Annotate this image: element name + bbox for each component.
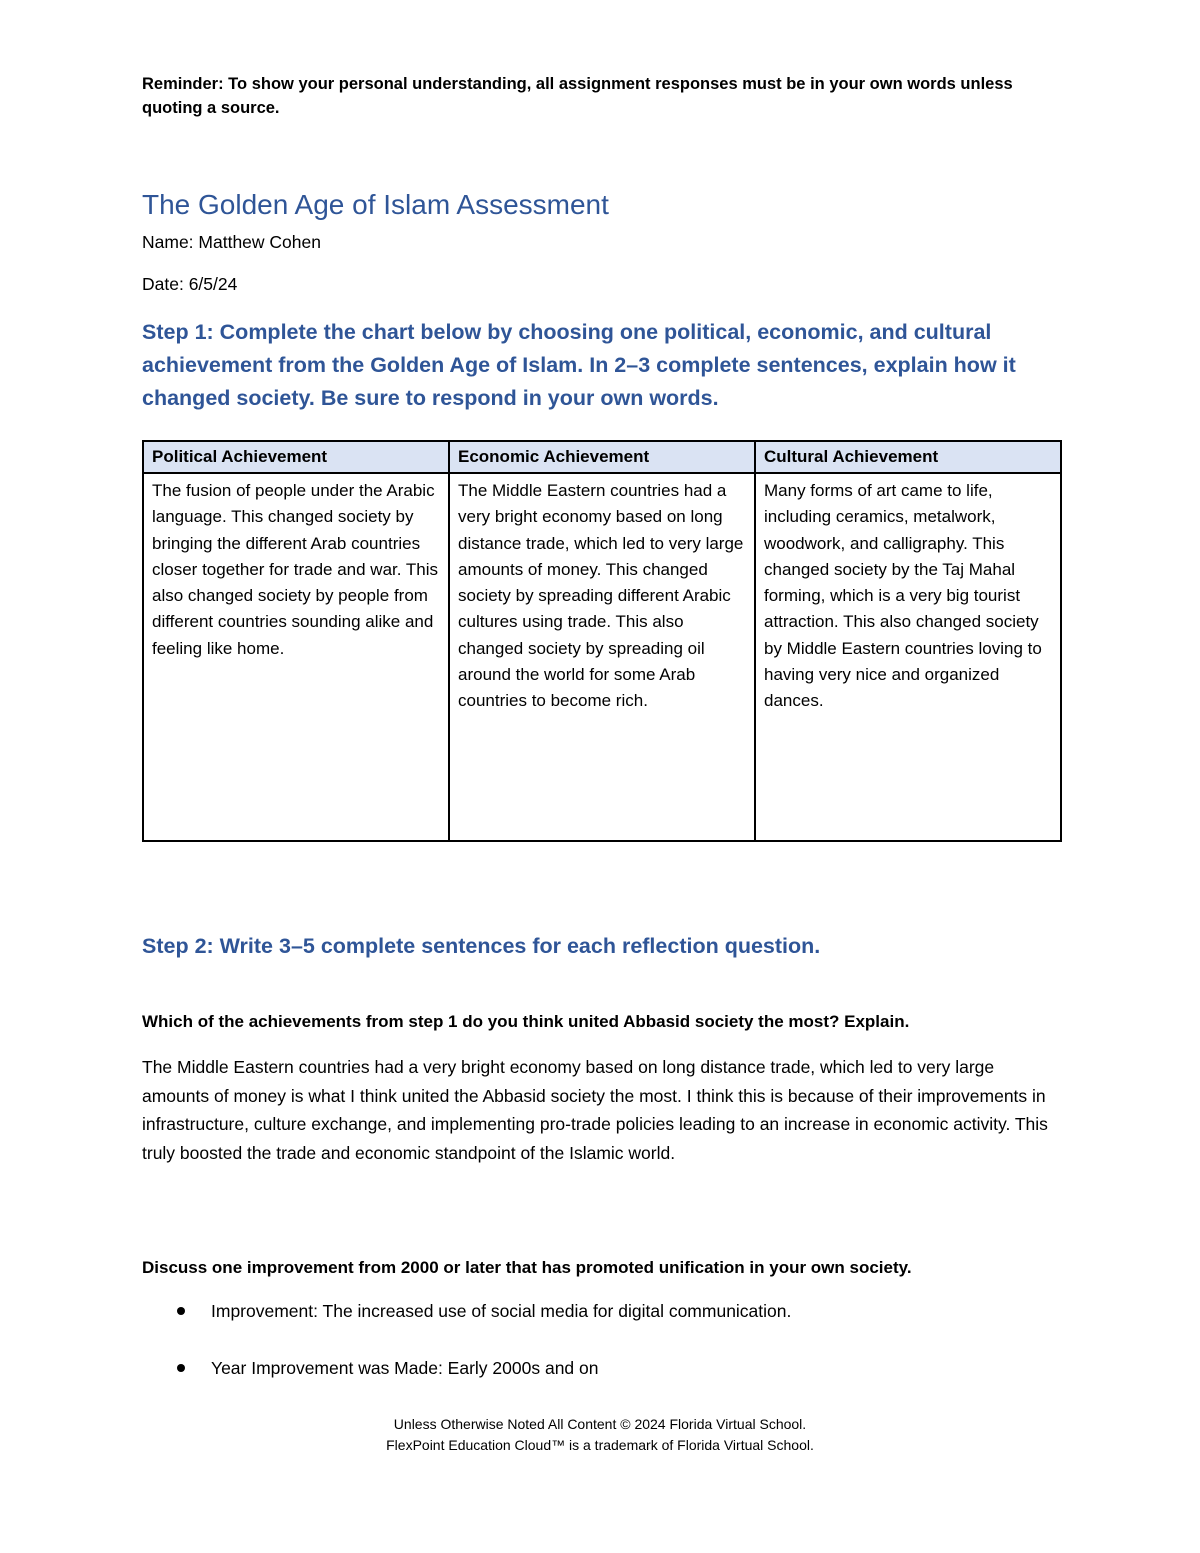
economic-header: Economic Achievement	[449, 441, 755, 473]
trademark-line: FlexPoint Education Cloud™ is a trademark of Florida Virtual School.	[386, 1437, 814, 1453]
student-name: Name: Matthew Cohen	[142, 232, 321, 252]
copyright-line: Unless Otherwise Noted All Content © 2024 Florida Virtual School.	[393, 1416, 807, 1432]
bullet-icon	[177, 1307, 185, 1315]
step2-heading: Step 2: Write 3–5 complete sentences for each reflection question.	[142, 934, 821, 958]
cultural-header: Cultural Achievement	[755, 441, 1061, 473]
page-title: The Golden Age of Islam Assessment	[142, 189, 609, 220]
chart-header-row	[143, 441, 1061, 473]
list-item[interactable]	[142, 1355, 1062, 1381]
question1-answer[interactable]: The Middle Eastern countries had a very bright economy based on long distance trade, which led to very large amounts of money is what I think united the Abbasid society the most. I think this is because of their improvements in infrastructure, culture exchange, and implementing pro-trade policies leading to an increase in economic activity. This truly boosted the trade and economic standpoint of the Islamic world.	[142, 1057, 1048, 1163]
assignment-date: Date: 6/5/24	[142, 274, 238, 294]
question1-prompt: Which of the achievements from step 1 do you think united Abbasid society the most? Explain.	[142, 1012, 910, 1031]
cultural-cell[interactable]: Many forms of art came to life, including ceramics, metalwork, woodwork, and calligraphy. This changed society by the Taj Mahal forming, which is a very big tourist attraction. This also changed society by Middle Eastern countries loving to having very nice and organized dances.	[755, 473, 1061, 841]
political-header: Political Achievement	[143, 441, 449, 473]
reminder-note: Reminder: To show your personal understanding, all assignment responses must be in your own words unless quoting a source.	[142, 75, 1013, 117]
question2-bullet-list	[142, 1298, 1062, 1412]
step1-heading: Step 1: Complete the chart below by choosing one political, economic, and cultural achievement from the Golden Age of Islam. In 2–3 complete sentences, explain how it changed society. Be sure to respond in your own words.	[142, 320, 1016, 410]
chart-body-row	[143, 473, 1061, 841]
improvement-text: Improvement: The increased use of social media for digital communication.	[211, 1301, 792, 1321]
economic-cell[interactable]: The Middle Eastern countries had a very bright economy based on long distance trade, which led to very large amounts of money. This changed society by spreading different Arabic cultures using trade. This also changed society by spreading oil around the world for some Arab countries to become rich.	[449, 473, 755, 841]
document-page	[142, 72, 1062, 1378]
page-footer	[0, 1414, 1200, 1456]
improvement-year-text: Year Improvement was Made: Early 2000s and on	[211, 1358, 599, 1378]
bullet-icon	[177, 1364, 185, 1372]
list-item[interactable]	[142, 1298, 1062, 1324]
political-cell[interactable]: The fusion of people under the Arabic language. This changed society by bringing the different Arab countries closer together for trade and war. This also changed society by people from different countries sounding alike and feeling like home.	[143, 473, 449, 841]
achievement-chart	[142, 440, 1062, 842]
question2-prompt: Discuss one improvement from 2000 or later that has promoted unification in your own society.	[142, 1258, 912, 1277]
